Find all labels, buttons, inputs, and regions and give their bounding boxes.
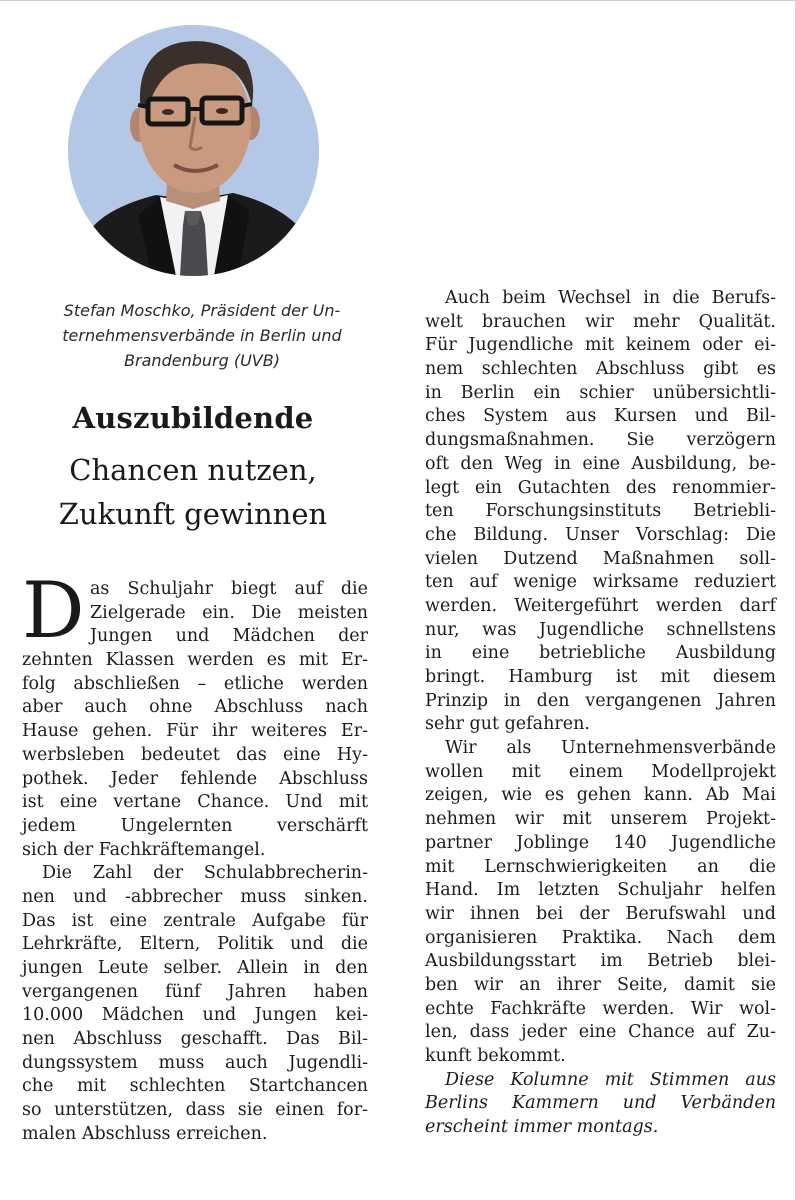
body-line: Prinzip in den vergangenen Jahren [425,690,776,711]
body-line: werbsleben bedeutet das eine Hy- [22,744,368,765]
body-line: Das ist eine zentrale Aufgabe für [22,910,368,931]
caption-line: Stefan Moschko, Präsident der Un- [63,301,341,320]
body-line: nem schlechten Abschluss gibt es [425,359,776,380]
body-line: echte Fachkräfte werden. Wir wol- [425,998,776,1019]
body-line: sehr gut gefahren. [425,714,590,735]
body-line: che Bildung. Unser Vorschlag: Die [425,524,776,545]
column-note-line: Diese Kolumne mit Stimmen aus [445,1069,776,1090]
author-portrait [68,25,319,276]
body-line: nur, was Jugendliche schnellstens [425,619,776,640]
article-headline [0,448,386,536]
article-body-right-column [425,287,776,1140]
body-line: zehnten Klassen werden es mit Er- [22,650,368,671]
body-line: Ausbildungsstart im Betrieb blei- [425,951,776,972]
body-line: Lehrkräfte, Eltern, Politik und die [22,934,368,955]
caption-line: Brandenburg (UVB) [124,351,280,370]
body-line: folg abschließen – etliche werden [22,673,368,694]
headline-line: Zukunft gewinnen [58,497,328,531]
body-line: vielen Dutzend Maßnahmen soll- [425,548,776,569]
body-line: vergangenen fünf Jahren haben [22,981,368,1002]
body-line: ben wir an ihrer Seite, damit sie [425,974,776,995]
body-line: as Schuljahr biegt auf die [90,579,368,599]
body-line: mit Lernschwierigkeiten an die [425,856,776,877]
body-line: Auch beim Wechsel in die Berufs- [445,288,776,308]
body-line: oft den Weg in eine Ausbildung, be- [425,453,776,474]
body-line: che mit schlechten Startchancen [22,1076,368,1097]
article-kicker: Auszubildende [72,401,314,435]
author-portrait-illustration [68,25,319,276]
body-line: wollen mit einem Modellprojekt [425,761,776,782]
body-line: dungsmaßnahmen. Sie verzögern [425,430,776,451]
body-line: dungssystem muss auch Jugendli- [22,1052,368,1073]
body-line: ten Forschungsinstituts Betriebli- [425,501,776,522]
body-line: ten auf wenige wirksame reduziert [425,572,776,593]
body-line: Wir als Unternehmensverbände [445,738,776,759]
body-line: ist eine vertane Chance. Und mit [22,792,368,813]
body-line: zeigen, wie es gehen kann. Ab Mai [425,785,776,806]
body-line: Hand. Im letzten Schuljahr helfen [425,880,776,901]
body-line: nen und -abbrecher muss sinken. [22,886,368,907]
body-line: nehmen wir mit unserem Projekt- [425,809,776,830]
body-line: len, dass jeder eine Chance auf Zu- [425,1022,776,1043]
body-line: welt brauchen wir mehr Qualität. [425,311,776,332]
body-line: sich der Fachkräftemangel. [22,839,266,860]
body-line: legt ein Gutachten des renommier- [425,477,776,498]
body-line: bringt. Hamburg ist mit diesem [425,667,776,687]
body-line: so unterstützen, dass sie einen for- [22,1100,368,1121]
body-line: jungen Leute selber. Allein in den [22,958,368,978]
body-line: Hause gehen. Für ihr weiteres Er- [22,721,368,742]
body-line: wir ihnen bei der Berufswahl und [425,903,776,924]
body-line: in Berlin ein schier unübersichtli- [425,382,776,403]
body-line: in eine betriebliche Ausbildung [425,643,776,664]
photo-caption [10,298,394,373]
caption-line: ternehmensverbände in Berlin und [62,326,342,345]
body-line: partner Joblinge 140 Jugendliche [425,832,776,853]
body-line: ches System aus Kursen und Bil- [425,406,776,427]
drop-cap: D [22,566,85,656]
body-line: organisieren Praktika. Nach dem [425,927,776,948]
body-line: pothek. Jeder fehlende Abschluss [22,768,368,789]
body-line: jedem Ungelernten verschärft [22,815,368,836]
column-note-line: Berlins Kammern und Verbänden [425,1093,776,1114]
headline-line: Chancen nutzen, [69,453,317,487]
body-line: 10.000 Mädchen und Jungen kei- [22,1005,368,1026]
body-line: nen Abschluss geschafft. Das Bil- [22,1029,368,1050]
body-line: Für Jugendliche mit keinem oder ei- [425,335,776,356]
body-line: aber auch ohne Abschluss nach [22,697,368,718]
body-line: Zielgerade ein. Die meisten [90,602,368,623]
body-line: werden. Weitergeführt werden darf [425,595,776,616]
frame-border-top [0,0,796,1]
body-line: Die Zahl der Schulabbrecherin- [42,863,368,884]
body-line: malen Abschluss erreichen. [22,1123,268,1144]
body-line: Jungen und Mädchen der [90,626,368,647]
article-body-left-column [22,566,368,1147]
column-note-line: erscheint immer montags. [425,1117,659,1138]
body-line: kunft bekommt. [425,1046,566,1066]
